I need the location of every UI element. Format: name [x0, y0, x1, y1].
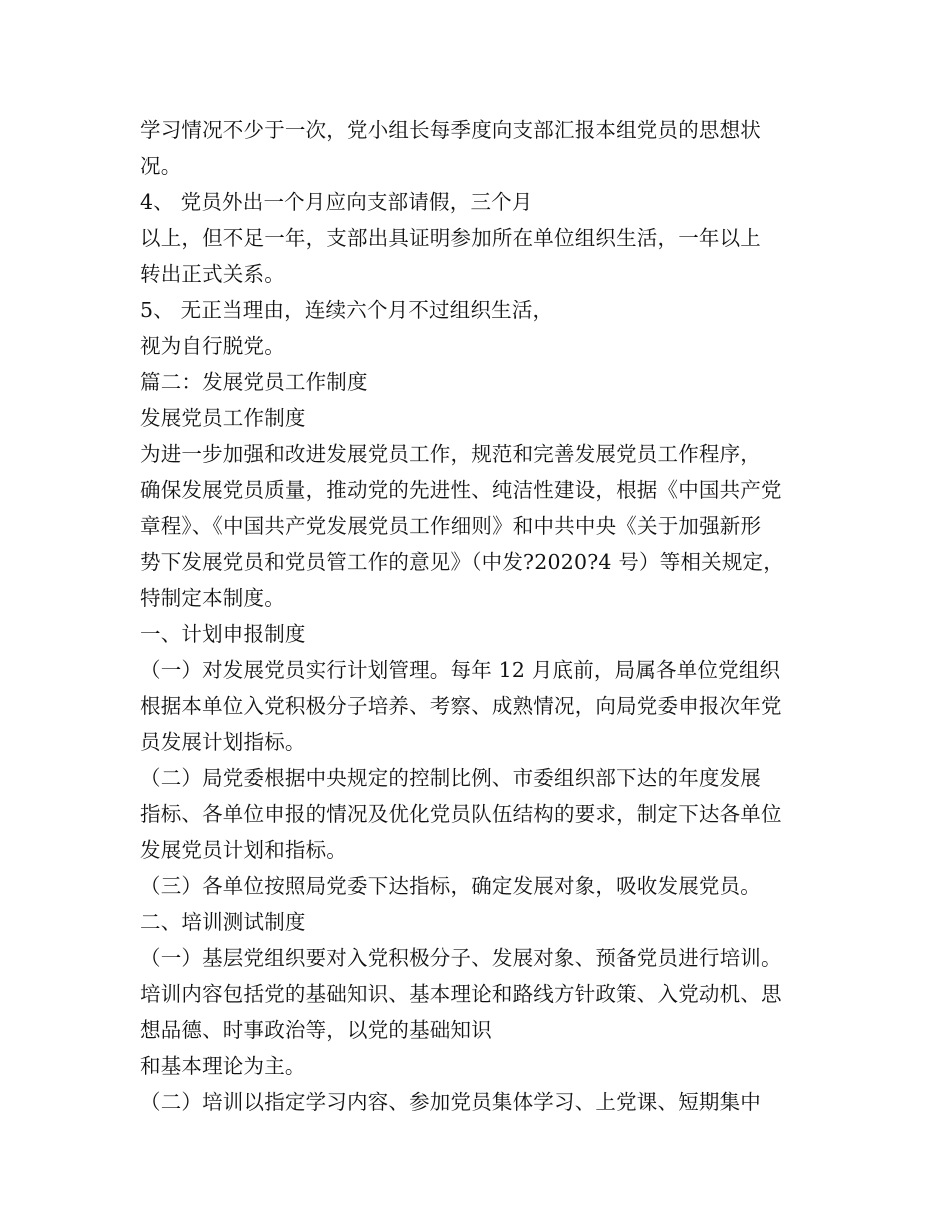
text-line: 学习情况不少于一次，党小组长每季度向支部汇报本组党员的思想状: [140, 118, 761, 142]
text-line: 员发展计划指标。: [140, 730, 306, 754]
text-line: 以上，但不足一年，支部出具证明参加所在单位组织生活，一年以上: [140, 226, 761, 250]
text-line: 4、 党员外出一个月应向支部请假，三个月: [140, 190, 533, 214]
text-line: （二）培训以指定学习内容、参加党员集体学习、上党课、短期集中: [140, 1090, 761, 1114]
text-line: 根据本单位入党积极分子培养、考察、成熟情况，向局党委申报次年党: [140, 694, 782, 718]
text-line: 转出正式关系。: [140, 262, 285, 286]
text-line: 势下发展党员和党员管工作的意见》（中发?2020?4 号）等相关规定，: [140, 550, 784, 574]
section-heading: 一、计划申报制度: [140, 622, 306, 646]
text-line: 5、 无正当理由，连续六个月不过组织生活，: [140, 298, 554, 322]
text-line: 况。: [140, 154, 182, 178]
text-line: （三）各单位按照局党委下达指标，确定发展对象，吸收发展党员。: [140, 874, 761, 898]
text-line: 指标、各单位申报的情况及优化党员队伍结构的要求，制定下达各单位: [140, 802, 782, 826]
text-line: （二）局党委根据中央规定的控制比例、市委组织部下达的年度发展: [140, 766, 761, 790]
text-line: 和基本理论为主。: [140, 1054, 306, 1078]
text-line: （一）基层党组织要对入党积极分子、发展对象、预备党员进行培训。: [140, 946, 782, 970]
text-line: 特制定本制度。: [140, 586, 285, 610]
section-heading: 二、培训测试制度: [140, 910, 306, 934]
text-line: 视为自行脱党。: [140, 334, 285, 358]
document-title: 发展党员工作制度: [140, 406, 306, 430]
text-line: 确保发展党员质量，推动党的先进性、纯洁性建设，根据《中国共产党: [140, 478, 782, 502]
text-line: 发展党员计划和指标。: [140, 838, 347, 862]
text-line: （一）对发展党员实行计划管理。每年 12 月底前，局属各单位党组织: [140, 658, 781, 682]
text-line: 为进一步加强和改进发展党员工作，规范和完善发展党员工作程序，: [140, 442, 761, 466]
text-line: 想品德、时事政治等，以党的基础知识: [140, 1018, 492, 1042]
text-line: 培训内容包括党的基础知识、基本理论和路线方针政策、入党动机、思: [140, 982, 782, 1006]
section-heading: 篇二：发展党员工作制度: [140, 370, 368, 394]
text-line: 章程》、《中国共产党发展党员工作细则》和中共中央《关于加强新形: [140, 514, 762, 538]
